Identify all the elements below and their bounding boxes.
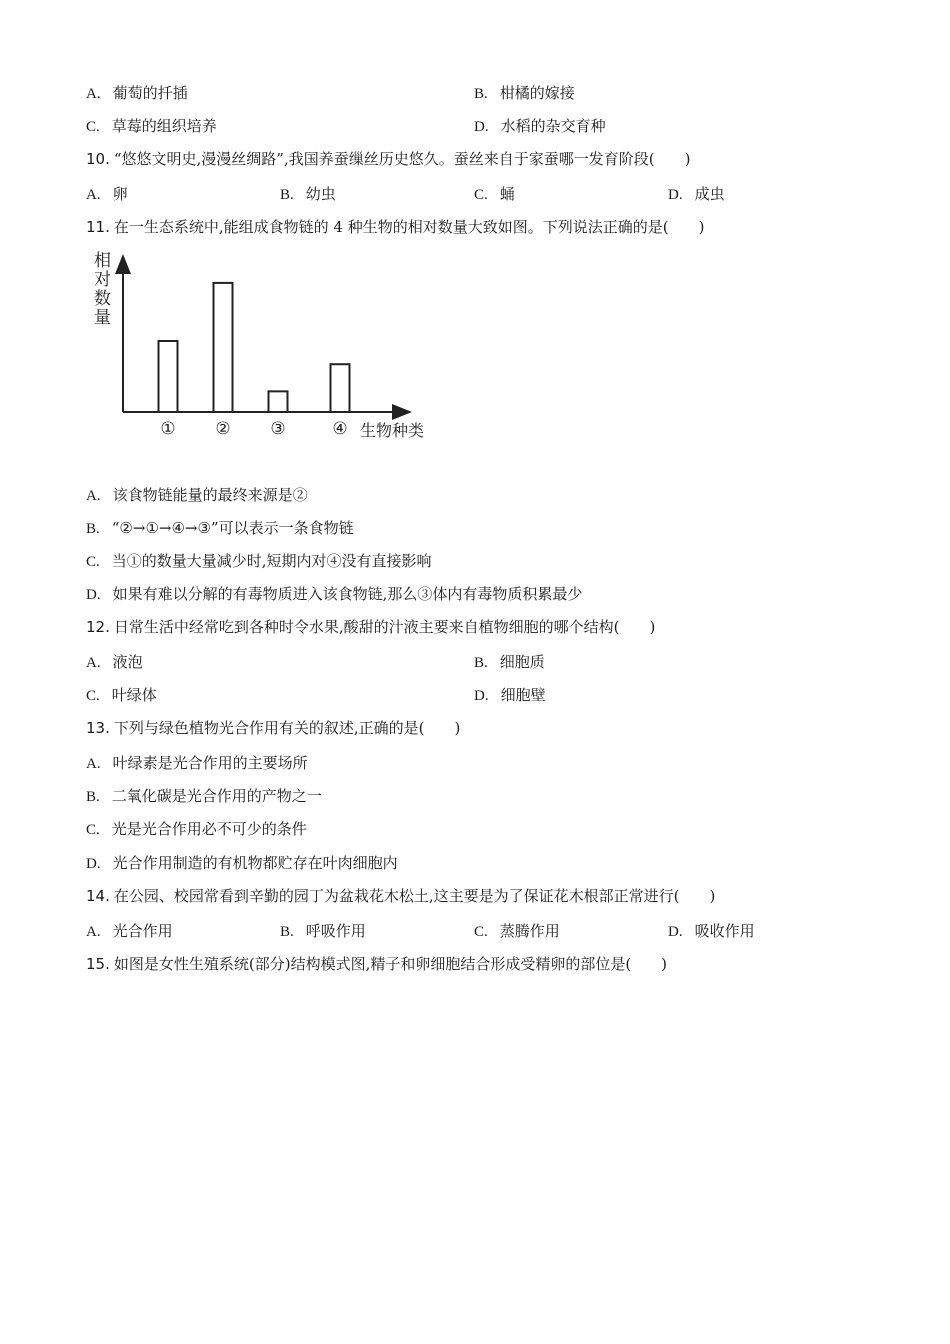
q14-option-c: C. 蒸腾作用 bbox=[474, 922, 560, 940]
tick-label-1: ① bbox=[160, 419, 176, 439]
y-axis-label-char: 量 bbox=[94, 308, 111, 328]
q13-stem: 13. 下列与绿色植物光合作用有关的叙述,正确的是( ) bbox=[86, 719, 461, 737]
q10-option-a: A. 卵 bbox=[86, 185, 128, 203]
q10-option-c: C. 蛹 bbox=[474, 185, 515, 203]
tick-label-3: ③ bbox=[270, 419, 286, 439]
q11-stem: 11. 在一生态系统中,能组成食物链的 4 种生物的相对数量大致如图。下列说法正确的是( ) bbox=[86, 218, 705, 236]
q10-option-d: D. 成虫 bbox=[668, 185, 725, 203]
q14-option-a: A. 光合作用 bbox=[86, 922, 173, 940]
q14-option-d: D. 吸收作用 bbox=[668, 922, 755, 940]
q9-option-c: C. 草莓的组织培养 bbox=[86, 117, 217, 135]
q15-stem: 15. 如图是女性生殖系统(部分)结构模式图,精子和卵细胞结合形成受精卵的部位是( ) bbox=[86, 955, 668, 973]
q13-option-c: C. 光是光合作用必不可少的条件 bbox=[86, 820, 307, 838]
q12-option-d: D. 细胞壁 bbox=[474, 686, 546, 704]
y-axis-label-char: 对 bbox=[94, 270, 111, 290]
q14-option-b: B. 呼吸作用 bbox=[280, 922, 366, 940]
q9-option-d: D. 水稻的杂交育种 bbox=[474, 117, 606, 135]
bar-4 bbox=[331, 364, 350, 412]
x-axis-label: 生物种类 bbox=[360, 421, 425, 440]
y-axis-label-char: 数 bbox=[94, 289, 111, 309]
q9-option-b: B. 柑橘的嫁接 bbox=[474, 84, 575, 102]
q14-stem: 14. 在公园、校园常看到辛勤的园丁为盆栽花木松土,这主要是为了保证花木根部正常进行( ) bbox=[86, 887, 716, 905]
bar-1 bbox=[159, 341, 178, 412]
q11-bar-chart bbox=[90, 250, 450, 450]
q10-option-b: B. 幼虫 bbox=[280, 185, 336, 203]
tick-label-4: ④ bbox=[332, 419, 348, 439]
q13-option-d: D. 光合作用制造的有机物都贮存在叶肉细胞内 bbox=[86, 854, 398, 872]
q11-option-d: D. 如果有难以分解的有毒物质进入该食物链,那么③体内有毒物质积累最少 bbox=[86, 585, 583, 603]
q11-option-a: A. 该食物链能量的最终来源是② bbox=[86, 486, 308, 504]
q12-option-b: B. 细胞质 bbox=[474, 653, 545, 671]
q12-option-a: A. 液泡 bbox=[86, 653, 143, 671]
q12-option-c: C. 叶绿体 bbox=[86, 686, 157, 704]
q9-option-a: A. 葡萄的扦插 bbox=[86, 84, 188, 102]
y-axis-label bbox=[94, 251, 111, 328]
y-axis-label-char: 相 bbox=[94, 251, 111, 271]
q11-option-b: B. “②→①→④→③”可以表示一条食物链 bbox=[86, 519, 354, 537]
q11-option-c: C. 当①的数量大量减少时,短期内对④没有直接影响 bbox=[86, 552, 432, 570]
q13-option-a: A. 叶绿素是光合作用的主要场所 bbox=[86, 754, 308, 772]
q12-stem: 12. 日常生活中经常吃到各种时令水果,酸甜的汁液主要来自植物细胞的哪个结构( ) bbox=[86, 618, 656, 636]
tick-label-2: ② bbox=[215, 419, 231, 439]
q13-option-b: B. 二氧化碳是光合作用的产物之一 bbox=[86, 787, 322, 805]
q10-stem: 10. “悠悠文明史,漫漫丝绸路”,我国养蚕缫丝历史悠久。蚕丝来自于家蚕哪一发育阶段( ) bbox=[86, 150, 691, 168]
bar-2 bbox=[214, 283, 233, 412]
bar-3 bbox=[269, 391, 288, 412]
